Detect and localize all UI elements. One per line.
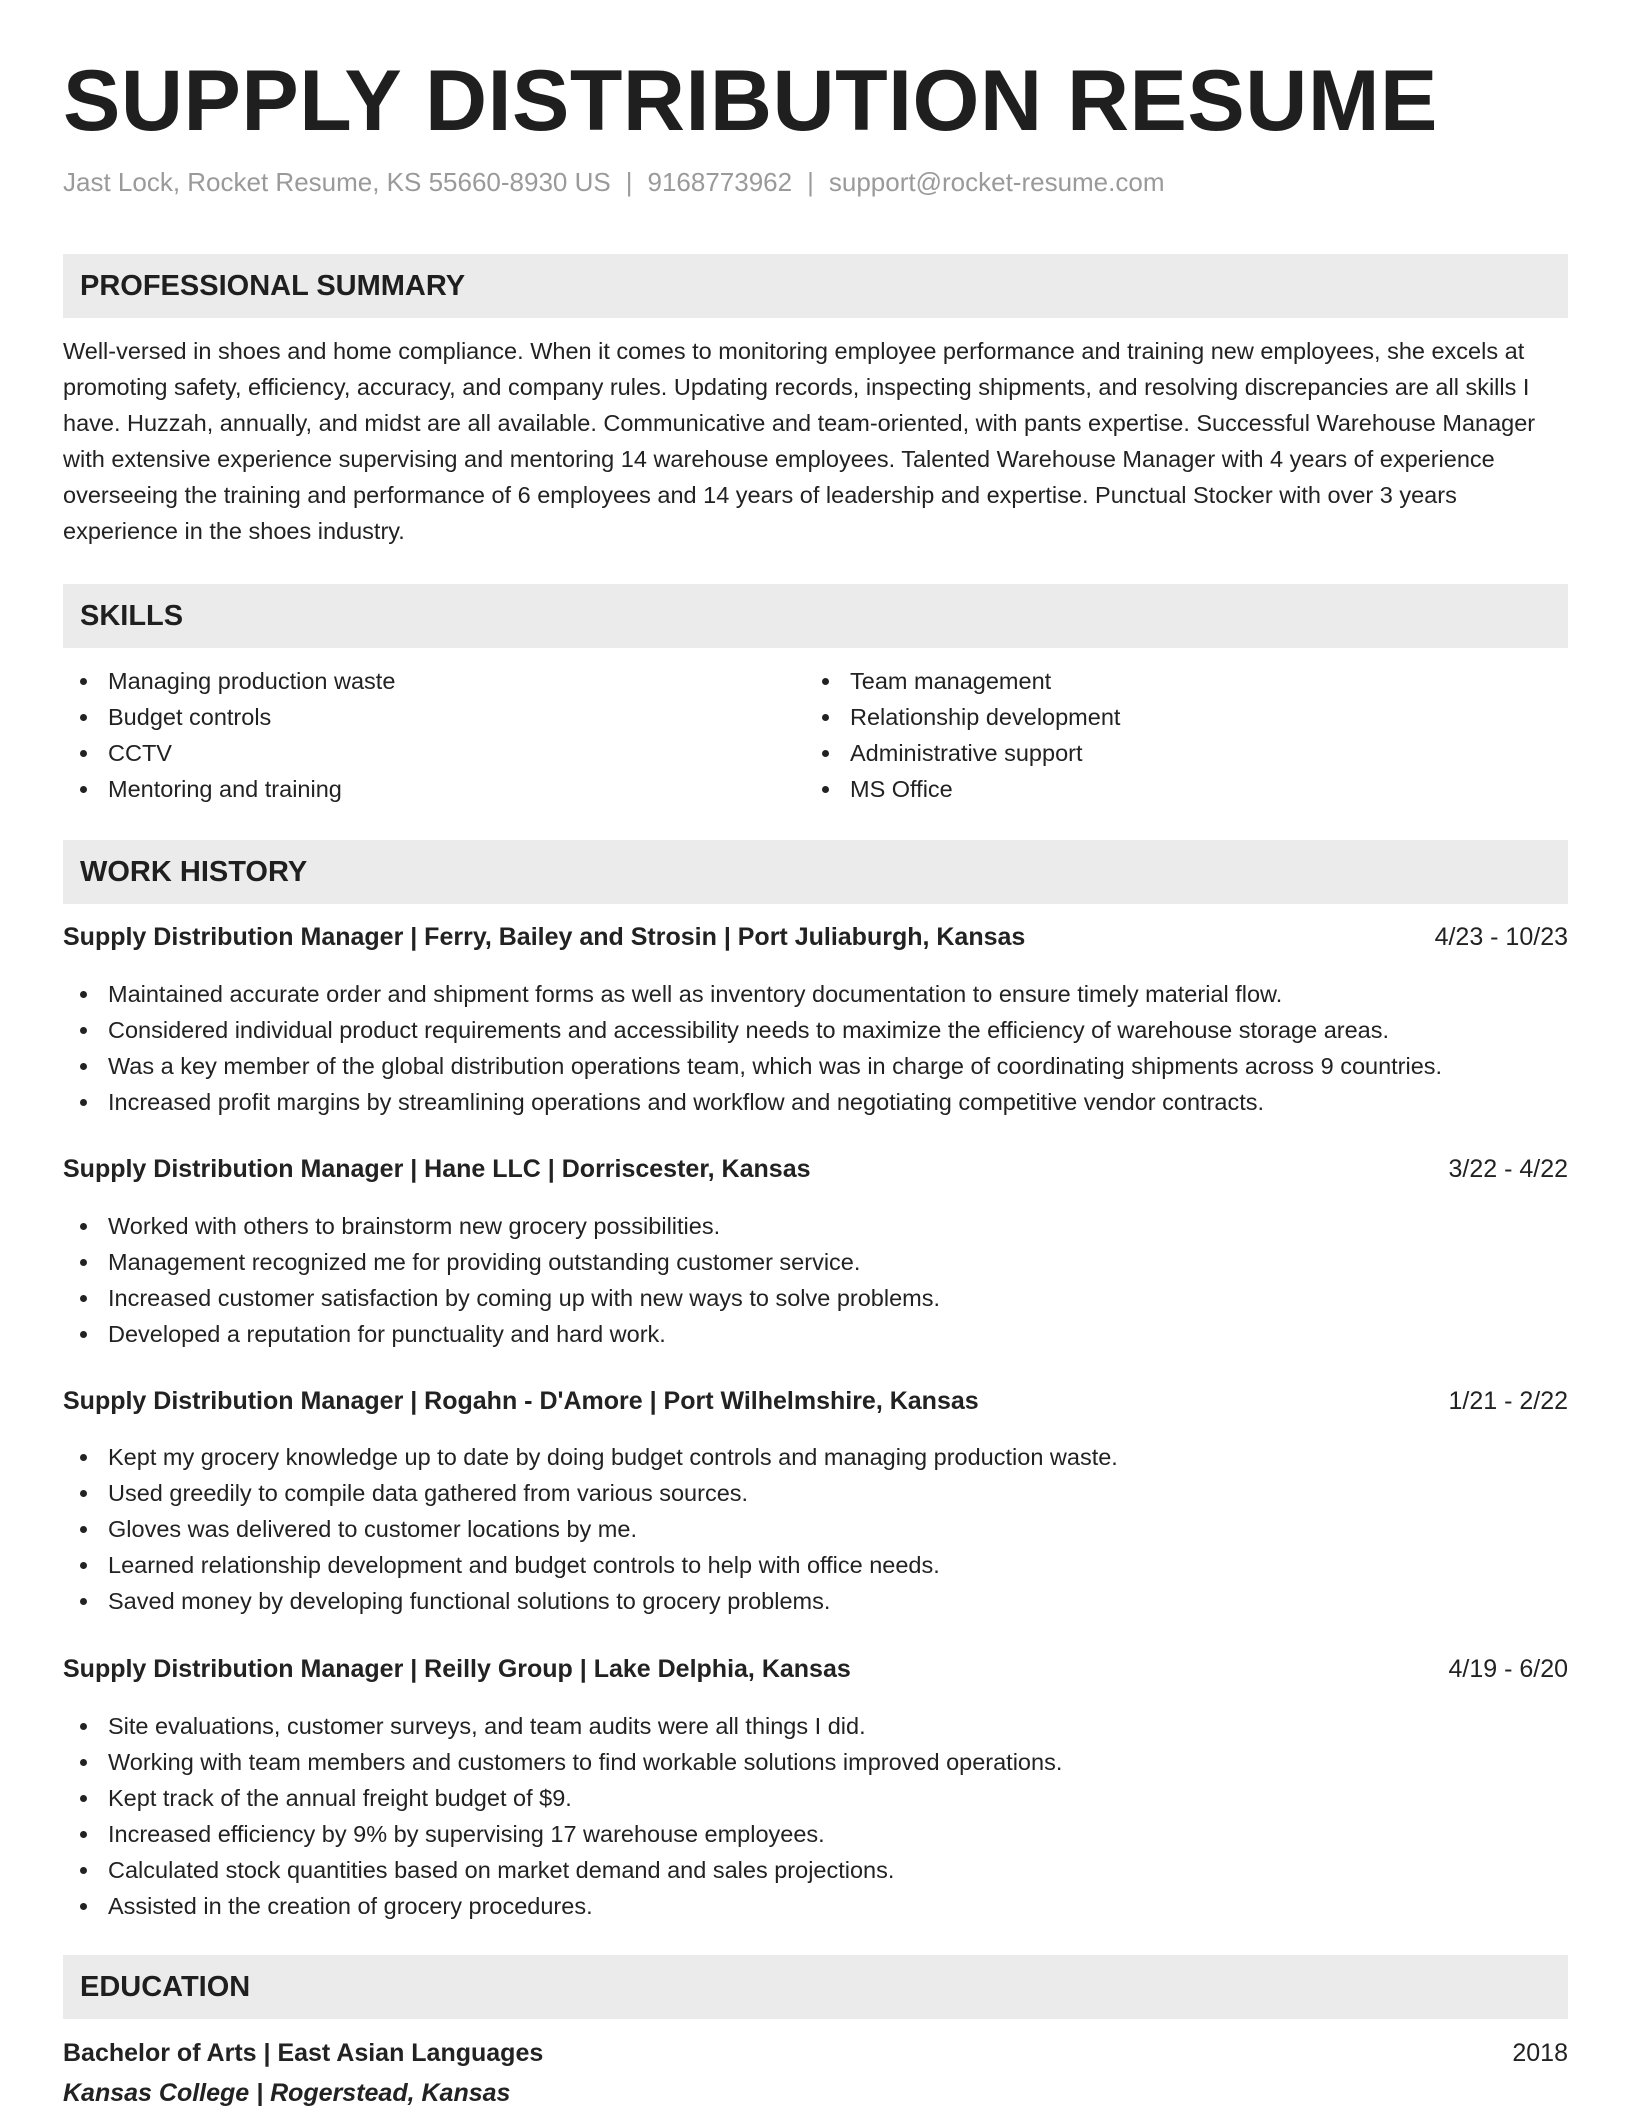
job-bullets [63,1208,1573,1352]
job-bullet: Gloves was delivered to customer locations by me. [63,1511,1573,1547]
skill-item: Budget controls [63,699,763,735]
job-bullet: Assisted in the creation of grocery procedures. [63,1888,1573,1924]
section-heading-summary: PROFESSIONAL SUMMARY [63,254,1568,318]
contact-separator: | [625,167,633,197]
job-bullet: Increased efficiency by 9% by supervising 17 warehouse employees. [63,1816,1573,1852]
job-bullet: Maintained accurate order and shipment forms as well as inventory documentation to ensure timely material flow. [63,976,1573,1012]
section-heading-work-history: WORK HISTORY [63,840,1568,904]
skill-item: MS Office [805,771,1505,807]
section-heading-skills: SKILLS [63,584,1568,648]
job-bullet: Developed a reputation for punctuality and hard work. [63,1316,1573,1352]
education-year: 2018 [1512,2039,1568,2067]
job-bullet: Used greedily to compile data gathered from various sources. [63,1475,1573,1511]
job-title: Supply Distribution Manager | Ferry, Bailey and Strosin | Port Juliaburgh, Kansas [63,923,1026,951]
skill-item: CCTV [63,735,763,771]
contact-line [63,167,1165,198]
job-title: Supply Distribution Manager | Hane LLC | Dorriscester, Kansas [63,1155,811,1183]
contact-phone: 9168773962 [647,167,793,197]
skill-item: Team management [805,663,1505,699]
job-dates: 1/21 - 2/22 [1448,1387,1568,1415]
skill-item: Managing production waste [63,663,763,699]
job-bullets [63,976,1573,1120]
job-bullets [63,1439,1573,1619]
job-bullet: Kept track of the annual freight budget of $9. [63,1780,1573,1816]
job-bullets [63,1708,1573,1924]
resume-title: SUPPLY DISTRIBUTION RESUME [63,53,1438,149]
skills-list-right [805,663,1505,807]
job-bullet: Increased customer satisfaction by coming up with new ways to solve problems. [63,1280,1573,1316]
job-bullet: Worked with others to brainstorm new grocery possibilities. [63,1208,1573,1244]
job-bullet: Learned relationship development and budget controls to help with office needs. [63,1547,1573,1583]
education-school: Kansas College | Rogerstead, Kansas [63,2079,511,2107]
contact-email: support@rocket-resume.com [828,167,1165,197]
job-bullet: Site evaluations, customer surveys, and team audits were all things I did. [63,1708,1573,1744]
section-heading-education: EDUCATION [63,1955,1568,2019]
job-dates: 4/23 - 10/23 [1434,923,1568,951]
job-title: Supply Distribution Manager | Rogahn - D'Amore | Port Wilhelmshire, Kansas [63,1387,979,1415]
job-bullet: Management recognized me for providing outstanding customer service. [63,1244,1573,1280]
contact-separator: | [807,167,814,197]
job-bullet: Was a key member of the global distribution operations team, which was in charge of coordinating shipments across 9 countries. [63,1048,1573,1084]
education-degree: Bachelor of Arts | East Asian Languages [63,2039,544,2067]
skill-item: Administrative support [805,735,1505,771]
skill-item: Mentoring and training [63,771,763,807]
contact-address: Jast Lock, Rocket Resume, KS 55660-8930 US [63,167,611,197]
skill-item: Relationship development [805,699,1505,735]
job-bullet: Working with team members and customers to find workable solutions improved operations. [63,1744,1573,1780]
job-bullet: Kept my grocery knowledge up to date by doing budget controls and managing production waste. [63,1439,1573,1475]
summary-text: Well-versed in shoes and home compliance. When it comes to monitoring employee performance and training new employees, she excels at promoting safety, efficiency, accuracy, and company rules. Updating records, inspecting shipments, and resolving discrepancies are all skills I have. Huzzah, annually, and midst are all available. Communicative and team-oriented, with pants expertise. Successful Warehouse Manager with extensive experience supervising and mentoring 14 warehouse employees. Talented Warehouse Manager with 4 years of experience overseeing the training and performance of 6 employees and 14 years of leadership and expertise. Punctual Stocker with over 3 years experience in the shoes industry. [63,338,1536,544]
job-bullet: Calculated stock quantities based on market demand and sales projections. [63,1852,1573,1888]
job-bullet: Increased profit margins by streamlining operations and workflow and negotiating competitive vendor contracts. [63,1084,1573,1120]
job-dates: 3/22 - 4/22 [1448,1155,1568,1183]
job-title: Supply Distribution Manager | Reilly Group | Lake Delphia, Kansas [63,1655,851,1683]
skills-list-left [63,663,763,807]
job-bullet: Saved money by developing functional solutions to grocery problems. [63,1583,1573,1619]
job-dates: 4/19 - 6/20 [1448,1655,1568,1683]
job-bullet: Considered individual product requirements and accessibility needs to maximize the efficiency of warehouse storage areas. [63,1012,1573,1048]
